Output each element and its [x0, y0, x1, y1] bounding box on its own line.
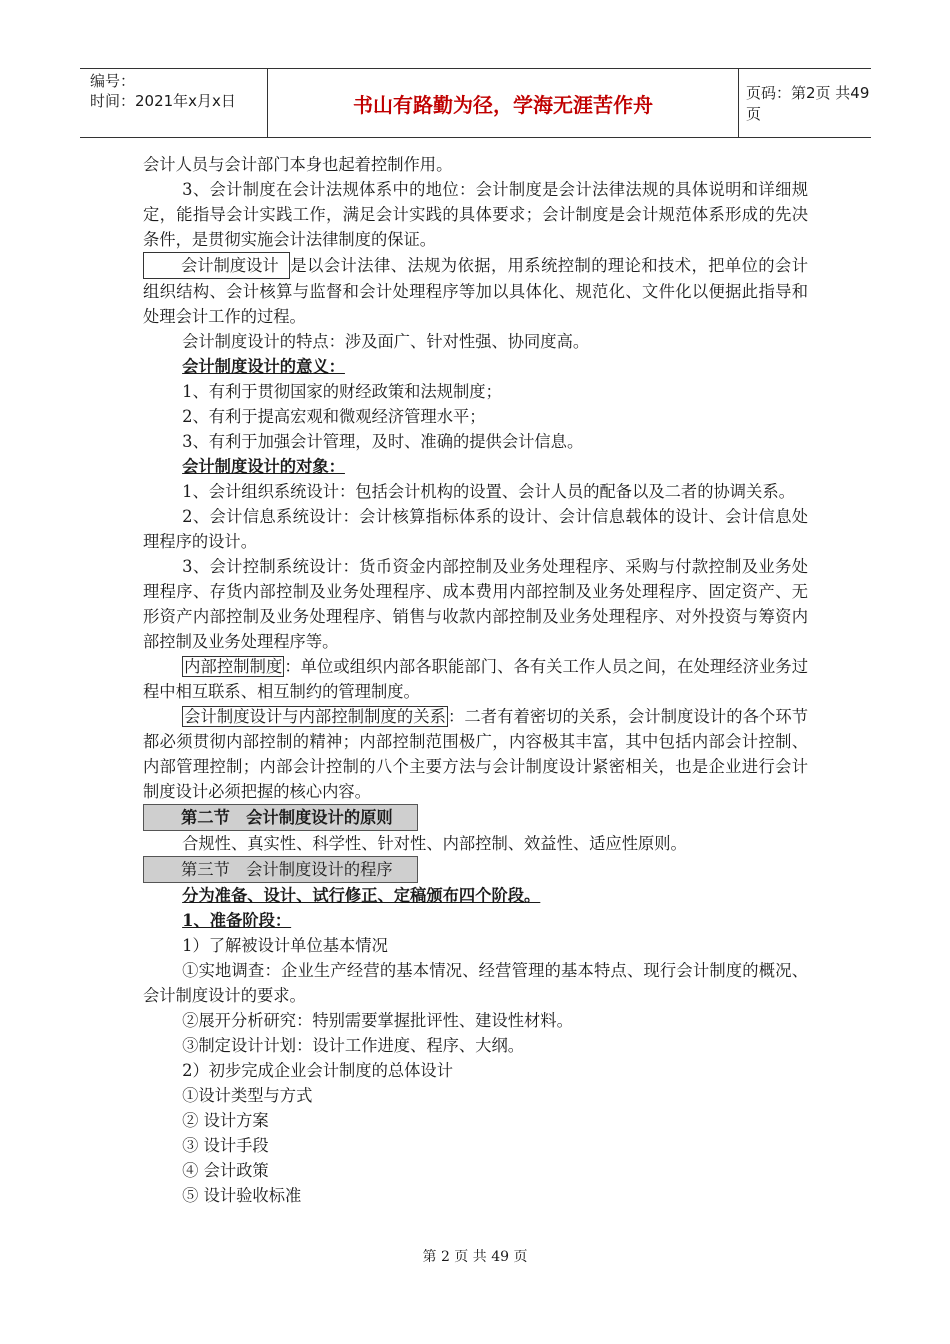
list-item: 1）了解被设计单位基本情况	[182, 936, 388, 955]
term-box: 内部控制制度	[184, 657, 283, 676]
list-item: 1、有利于贯彻国家的财经政策和法规制度；	[182, 382, 502, 401]
list-item: 2）初步完成企业会计制度的总体设计	[182, 1061, 453, 1080]
list-item: ①设计类型与方式	[182, 1086, 313, 1105]
header-date-label: 时间：2021年x月x日	[90, 92, 236, 110]
definition-text: 是以会计法律、法规为依据，用系统控制的理论和技术，把单位的会计组织结构、会计核算与监督和会计处理程序等加以具体化、规范化、文件化以便据此指导和处理会计工作的过程。	[143, 256, 808, 326]
section-heading: 会计制度设计的意义：	[182, 357, 345, 376]
list-item: ①实地调查：企业生产经营的基本情况、经营管理的基本特点、现行会计制度的概况、会计制度设计的要求。	[143, 961, 808, 1005]
list-item: ② 设计方案	[182, 1111, 269, 1130]
header-motto: 书山有路勤为径，学海无涯苦作舟	[267, 69, 739, 137]
header-left-cell	[80, 69, 267, 137]
header-page-info: 页码：第2页 共49页	[746, 84, 870, 123]
paragraph-definition	[143, 704, 808, 804]
definition-text: ：单位或组织内部各职能部门、各有关工作人员之间，在处理经济业务过程中相互联系、相互制约的管理制度。	[143, 657, 808, 701]
list-item: ③ 设计手段	[182, 1136, 269, 1155]
paragraph: 合规性、真实性、科学性、针对性、内部控制、效益性、适应性原则。	[182, 834, 687, 853]
list-item: 3、会计控制系统设计：货币资金内部控制及业务处理程序、采购与付款控制及业务处理程序、存货内部控制及业务处理程序、成本费用内部控制及业务处理程序、固定资产、无形资产内部控制及业务处理程序、销售与收款内部控制及业务处理程序、对外投资与筹资内部控制及业务处理程序等。	[143, 557, 808, 651]
paragraph: 3、会计制度在会计法规体系中的地位：会计制度是会计法律法规的具体说明和详细规定，能指导会计实践工作，满足会计实践的具体要求；会计制度是会计规范体系形成的先决条件，是贯彻实施会计法律制度的保证。	[143, 180, 808, 249]
paragraph-definition	[143, 252, 808, 329]
list-item: 2、会计信息系统设计：会计核算指标体系的设计、会计信息载体的设计、会计信息处理程序的设计。	[143, 507, 808, 551]
list-item: ⑤ 设计验收标准	[182, 1186, 302, 1205]
section-title-bar	[143, 856, 808, 883]
term-box: 会计制度设计与内部控制制度的关系	[184, 707, 446, 726]
document-body	[143, 152, 808, 1208]
section-title-bar	[143, 804, 808, 831]
page-footer: 第 2 页 共 49 页	[422, 1249, 528, 1265]
list-item: ②展开分析研究：特别需要掌握批评性、建设性材料。	[182, 1011, 573, 1030]
page-header	[80, 68, 871, 138]
list-item: 1、会计组织系统设计：包括会计机构的设置、会计人员的配备以及二者的协调关系。	[182, 482, 795, 501]
section-2-title: 第二节 会计制度设计的原则	[143, 804, 418, 831]
paragraph: 会计人员与会计部门本身也起着控制作用。	[143, 155, 453, 174]
section-heading: 会计制度设计的对象：	[182, 457, 345, 476]
definition-text: ：二者有着密切的关系，会计制度设计的各个环节都必须贯彻内部控制的精神；内部控制范围极广，内容极其丰富，其中包括内部会计控制、内部管理控制；内部会计控制的八个主要方法与会计制度设计紧密相关，也是企业进行会计制度设计必须把握的核心内容。	[143, 707, 808, 801]
header-code-label: 编号：	[90, 72, 136, 90]
list-item: ④ 会计政策	[182, 1161, 269, 1180]
paragraph: 分为准备、设计、试行修正、定稿颁布四个阶段。	[182, 886, 541, 905]
list-item: 3、有利于加强会计管理，及时、准确的提供会计信息。	[182, 432, 584, 451]
list-item: ③制定设计计划：设计工作进度、程序、大纲。	[182, 1036, 525, 1055]
section-3-title: 第三节 会计制度设计的程序	[143, 856, 418, 883]
term-box: 会计制度设计	[143, 252, 290, 279]
paragraph-definition	[143, 654, 808, 704]
paragraph: 会计制度设计的特点：涉及面广、针对性强、协同度高。	[182, 332, 590, 351]
list-item: 2、有利于提高宏观和微观经济管理水平；	[182, 407, 486, 426]
section-heading: 1、准备阶段：	[182, 911, 292, 930]
